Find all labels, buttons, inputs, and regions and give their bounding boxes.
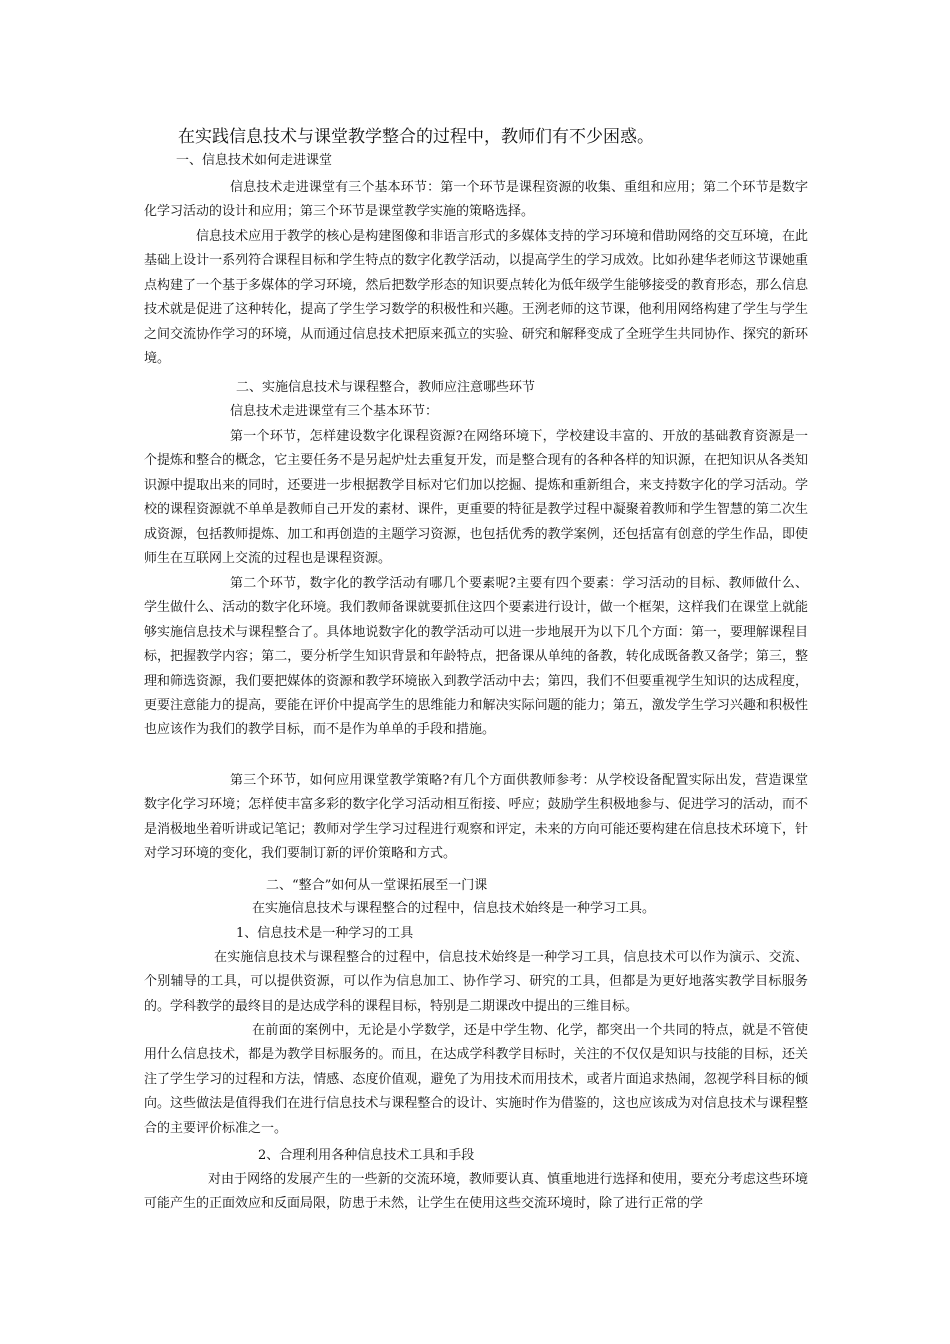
section-heading-2: 二、实施信息技术与课程整合，教师应注意哪些环节 xyxy=(236,380,536,395)
paragraph-9: 在前面的案例中，无论是小学数学，还是中学生物、化学，都突出一个共同的特点，就是不管使用什么信息技术，都是为教学目标服务的。而且，在达成学科教学目标时，关注的不仅仅是知识与技能的目标，还关注了学生学习的过程和方法，情感、态度价值观，避免了为用技术而用技术，或者片面追求热闹，忽视学科目标的倾向。这些做法是值得我们在进行信息技术与课程整合的设计、实施时作为借鉴的，这也应该成为对信息技术与课程整合的主要评价标准之一。 xyxy=(144,1023,808,1136)
section-heading-3: 二、“整合”如何从一堂课拓展至一门课 xyxy=(266,878,488,893)
paragraph-8: 在实施信息技术与课程整合的过程中，信息技术始终是一种学习工具，信息技术可以作为演示、交流、个别辅导的工具，可以提供资源，可以作为信息加工、协作学习、研究的工具，但都是为更好地落实教学目标服务的。学科教学的最终目的是达成学科的课程目标，特别是二期课改中提出的三维目标。 xyxy=(144,950,808,1014)
document-title: 在实践信息技术与课堂教学整合的过程中，教师们有不少困惑。 xyxy=(178,127,654,147)
paragraph-4: 第一个环节，怎样建设数字化课程资源?在网络环境下，学校建设丰富的、开放的基础教育资源是一个提炼和整合的概念，它主要任务不是另起炉灶去重复开发，而是整合现有的各种各样的知识源，在把知识从各类知识源中提取出来的同时，还要进一步根据教学目标对它们加以挖掘、提炼和重新组合，来支持数字化的学习活动。学校的课程资源就不单单是教师自己开发的素材、课件，更重要的特征是教学过程中凝聚着教师和学生智慧的第二次生成资源，包括教师提炼、加工和再创造的主题学习资源，也包括优秀的教学案例，还包括富有创意的学生作品，即使师生在互联网上交流的过程也是课程资源。 xyxy=(144,429,808,567)
paragraph-7: 在实施信息技术与课程整合的过程中，信息技术始终是一种学习工具。 xyxy=(252,901,656,916)
paragraph-5: 第二个环节，数字化的教学活动有哪几个要素呢?主要有四个要素：学习活动的目标、教师做什么、学生做什么、活动的数字化环境。我们教师备课就要抓住这四个要素进行设计，做一个框架，这样我们在课堂上就能够实施信息技术与课程整合了。具体地说数字化的教学活动可以进一步地展开为以下几个方面：第一，要理解课程目标，把握教学内容；第二，要分析学生知识背景和年龄特点，把备课从单纯的备教，转化成既备教又备学；第三，整理和筛选资源，我们要把媒体的资源和教学环境嵌入到教学活动中去；第四，我们不但要重视学生知识的达成程度，更要注意能力的提高，要能在评价中提高学生的思维能力和解决实际问题的能力；第五，激发学生学习兴趣和积极性也应该作为我们的教学目标，而不是作为单单的手段和措施。 xyxy=(144,576,808,738)
section-heading-4: 1、信息技术是一种学习的工具 xyxy=(236,926,414,941)
paragraph-10: 对由于网络的发展产生的一些新的交流环境，教师要认真、慎重地进行选择和使用，要充分考虑这些环境可能产生的正面效应和反面局限，防患于未然，让学生在使用这些交流环境时，除了进行正常的学 xyxy=(144,1172,808,1212)
paragraph-1: 信息技术走进课堂有三个基本环节：第一个环节是课程资源的收集、重组和应用；第二个环节是数字化学习活动的设计和应用；第三个环节是课堂教学实施的策略选择。 xyxy=(144,180,808,220)
paragraph-3: 信息技术走进课堂有三个基本环节： xyxy=(230,404,439,419)
section-heading-1: 一、信息技术如何走进课堂 xyxy=(176,153,333,168)
paragraph-2: 信息技术应用于教学的核心是构建图像和非语言形式的多媒体支持的学习环境和借助网络的交互环境，在此基础上设计一系列符合课程目标和学生特点的数字化教学活动，以提高学生的学习成效。比如孙建华老师这节课她重点构建了一个基于多媒体的学习环境，然后把数学形态的知识要点转化为低年级学生能够接受的教育形态，那么信息技术就是促进了这种转化，提高了学生学习数学的积极性和兴趣。王洌老师的这节课，他利用网络构建了学生与学生之间交流协作学习的环境，从而通过信息技术把原来孤立的实验、研究和解释变成了全班学生共同协作、探究的新环境。 xyxy=(144,229,808,367)
paragraph-6: 第三个环节，如何应用课堂教学策略?有几个方面供教师参考：从学校设备配置实际出发，营造课堂数字化学习环境；怎样使丰富多彩的数字化学习活动相互衔接、呼应；鼓励学生积极地参与、促进学习的活动，而不是消极地坐着听讲或记笔记；教师对学生学习过程进行观察和评定，未来的方向可能还要构建在信息技术环境下，针对学习环境的变化，我们要制订新的评价策略和方式。 xyxy=(144,773,808,862)
section-heading-5: 2、合理利用各种信息技术工具和手段 xyxy=(258,1148,475,1163)
